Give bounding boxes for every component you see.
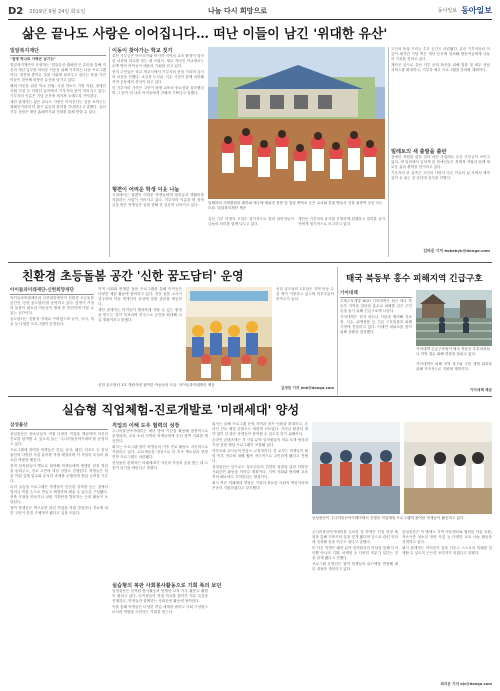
story3-photo [416,290,492,346]
story4-photo [312,422,492,514]
col-divider-2 [388,47,389,257]
story2-org-rule [10,294,94,295]
main-subhead-2: 형편이 어려운 학생 이웃 나눔 [112,187,180,193]
masthead [8,4,492,20]
main-org-label: 밀알복지재단 [10,48,39,54]
story4-col-5: 삼성물산은 이 밖에도 지역 아동센터와 협력한 학습 지원, 저소득층 청소년 장학 사업 등 다양한 교육 나눔 활동을 전개하고 있다. 회사 관계자는 아이들이 꿈을 키우고 스스로의 미래를 설계할 수 있도록 든든한 조력자가 되겠다고 말했다. [402,530,492,555]
main-col-1: "설명 하나로 사랑은 남기는" 밀알복지재단이 운영하는 '밀알유산 캠페인'은 유언을 통해 자신의 재산 일부를 어려운 이웃을 위해 기부하는 나눔 프로그램이다. 생전에 쌓아온 것을 사회에 돌려주고 싶다는 뜻을 가진 이들이 참여해 따뜻한 유산을 남기고 있다. 해외 아동을 위한 학교 건립, 국내 저소득 가정 지원, 장애인 자립 사업 등 다양한 분야에서 기부자의 뜻이 이어지고 있다. 기부자의 이름은 기념 공간에 새겨져 오래도록 기억된다. 재단 관계자는 삶은 끝나도 사랑은 이어진다는 것을 보여주는 캠페인이라며 더 많은 분들의 참여를 기대한다고 말했다. 유산 기부 상담은 재단 홈페이지와 전화를 통해 받을 수 있다. [10,57,106,114]
story3-col-2: 기아대책은 피해 지역 복구와 주민 생계 회복을 위해 지속적으로 지원할 계획이다. [416,362,492,371]
paper-logo [438,5,492,16]
main-subhead-3: 밀레토의 새 출발을 출판 [391,149,447,155]
main-photo-caption: 밀레하의 사세환원을 헤하와 매주에 세워진 몸봉 및 밀알 축탁코 등은 교서와 본을 받들사 건을 위하여 곳곳 크는 모습. 밀알복지재단 제공 [208,201,383,210]
story4-subhead-1: 직업의 이해 도우 협력의 성장 [112,423,180,429]
main-headline: 삶은 끝나도 사랑은 이어집니다… 떠난 이들이 남긴 '위대한 유산' [22,27,388,42]
story4-org-label: 삼성불산 [10,423,28,428]
story2-col-1: 아이들과미래재단과 신한희망재단이 친환경 초등돌봄 공간인 '신한 꿈도담터'를 운영하고 있다. 맞벌이 가정과 돌봄이 필요한 아동들이 방과 후 안전하게 머물 수 있는 공간이다. 꿈도담터는 친환경 자재로 꾸며졌으며 놀이, 독서, 학습 등 다양한 프로그램이 운영된다. [10,296,94,326]
story3-headline: 태국 북동부 홍수 피해지역 긴급구호 [346,274,483,284]
emblem-icon: 동아일보 [437,8,458,14]
story3-col-1: 국제구호개발 NGO 기아대책은 최근 태국 북동부 지역을 강타한 홍수로 피해를 입은 주민들을 돕기 위해 긴급구호에 나섰다. 기아대책은 현지 파트너 기관과 협력해 식료품, 식수, 위생용품 등 긴급 구호물품을 피해 가정에 전달하고 있다. 이재민 대피소를 찾아 피해 상황을 점검했다. [340,299,412,334]
section-title: 나눔 다시 희망으로 [208,7,267,15]
story2-photo [186,287,272,381]
story4-col-4: 주니어물산아카데미를 수료한 한 학생은 건설 현장 체험을 통해 건축가의 꿈을 갖게 됐다며 앞으로 관련 학과에 진학해 꿈을 이루고 싶다고 말했다. 또 다른 학생은 패션 분야 임직원과의 만남을 통해 디자인뿐 아니라 기획, 마케팅 등 다양한 직무가 있다는 것을 알게 됐다고 전했다. 프로그램 운영진은 참여 학생들의 피드백을 반영해 매년 내용을 개선하고 있다. [312,530,398,571]
lead-quote: "설명 하나로 사랑은 남기는" [10,57,56,61]
story4-subhead-2: 실습형의 복판 사회봉사활동으로 기회 폭의 보던 [112,583,222,589]
main-col-2: 유산 기부금은 아프리카와 아시아 지역의 교육 환경이 열악한 마을에 학교를 짓는 데 쓰였다. 새로 지어진 학교에서는 수백 명의 아이들이 배움의 기회를 얻고 있다. 현지 주민들은 학교 개교식에서 기부자의 뜻을 기리며 감사의 마음을 전했다. 교실과 도서관, 식수 시설이 함께 마련돼 지역 공동체의 중심이 되고 있다. 한 기부자의 가족은 고인이 평생 교육의 중요성을 강조했다며 그 뜻이 먼 나라 아이들에게 전해져 기쁘다고 말했다. [112,54,204,95]
story4-byline: 최지은 기자 ejc@donga.com [440,682,492,686]
story3-org-label: 기아대책 [340,291,358,296]
main-story-photo [208,47,385,199]
issue-date: 2019년 9월 24일 화요일 [29,9,86,15]
story2-photo-caption: 신한 꿈도담터 1호 개원식에 참여한 아동들의 모습. 아이들과미래재단 제공 [98,383,215,387]
main-col-3: 유산 기부 약정자 모임도 정기적으로 열려 참여자들이 나눔의 의미를 함께 나누고 있다. [208,217,294,226]
story4-col-3: 회사는 올해 프로그램 운영 지역과 참가 인원을 확대하고, 온라인 진로 체험 콘텐츠도 새롭게 선보였다. 거리나 환경의 제약 없이 더 많은 학생들이 참여할 수 있도록 하기 위해서다. 온라인 콘텐츠에는 각 사업 분야 임직원들의 직무 소개 영상과 가상 현장 체험 프로그램이 포함돼 있다. 학부모와 교사들의 반응도 긍정적이다. 한 교사는 학생들이 체험 이후 진로에 대해 훨씬 적극적으로 고민하게 됐다고 전했다. 삼성물산은 앞으로도 청소년들의 건강한 성장을 위한 다양한 사회공헌 활동을 이어갈 계획이다. 지역 사회와 협력해 교육 격차 해소에도 기여한다는 방침이다. 회사 측은 미래세대 양성은 기업의 중요한 사회적 책임이라며 꾸준히 지원하겠다고 강조했다. [212,422,308,490]
section-rule-1 [8,262,492,263]
col-divider-1 [109,47,110,257]
story3-photo-caption: 기아대책 긴급구호팀이 태국 북동부 우본라차타니 지역 침수 피해 현장을 살피고 있다. [416,347,490,356]
story4-org-rule [10,429,108,430]
main-col-5b: 장애인 자립을 위한 일터 마련 사업에도 유산 기부금이 쓰이고 있다. 새 일터에서 일하게 된 장애인들은 경제적 자립과 함께 새로운 삶의 출발을 맞이하고 있다. 기부자의 한 유족은 고인의 사랑이 다른 이들의 삶 속에서 계속 살아 숨 쉬는 것 같다며 감사를 전했다. [391,155,490,180]
story4-col-1: 삼성물산은 청소년들이 직접 다양한 직업을 체험하며 자신의 진로를 탐색할 수 있도록 돕는 '주니어물산아카데미'를 운영하고 있다. 프로그램에 참여한 학생들은 건설, 상사, 패션, 리조트 등 삼성물산의 다양한 사업 분야를 직접 체험하며 각 직업의 특성과 필요한 역량을 배운다. 현직 임직원들이 멘토로 참여해 학생들에게 생생한 현장 경험을 들려주고, 진로 고민에 대한 상담도 진행한다. 학생들은 팀을 이뤄 실제 업무와 유사한 과제를 수행하며 협업 능력을 기른다. 특히 실습형 프로그램은 학생들이 단순한 강의를 듣는 것에서 벗어나 직접 손으로 만들고 체험하며 배울 수 있도록 구성됐다. 건축 모형을 만들거나 상품 기획안을 발표하는 등의 활동이 포함된다. 참여 학생들은 책으로만 알던 직업을 직접 경험하니 진로에 대한 고민이 한결 구체적이 됐다고 입을 모았다. [10,432,108,515]
section-rule-2 [8,396,492,397]
org-rule [10,55,106,56]
main-subhead-1: 이동이 찾아가는 학교 짓기 [112,48,173,54]
main-col-5: 고인의 뜻을 기리는 추모 공간도 마련됐다. 유산 기부자들의 이름이 새겨진 기념 벽은 재단 본부에 설치돼 방문객들에게 나눔의 가치를 전하고 있다. 재단은 앞으로 유산 기부 문화 확산을 위해 법률 및 세무 상담 서비스를 확대하고, 기부자 예우 프로그램을 강화할 계획이다. [391,47,490,72]
paper-name: 동아일보 [461,5,492,15]
story4-photo-caption: 삼성물산이 주니어물산아카데미에서 진행한 직업체험 프로그램에 참여한 학생들이 활동하고 있다. [312,516,465,520]
story3-org-rule [340,297,412,298]
story2-headline: 친환경 초등돌봄 공간 '신한 꿈도담터' 운영 [22,269,244,283]
story2-byline: 김정민 기자 jmk@donga.com [280,386,334,390]
story4-headline: 실습형 직업체험-진로개발로 '미래세대' 양성 [62,403,300,417]
page-number: D2 [8,6,24,17]
story2-col-4: 신한 꿈도담터 1호점은 지역 아동 수십 명이 이용하고 있으며 학부모들의 만족도가 높다. [276,287,334,301]
main-col-2b: 국내에서는 형편이 어려운 학생들에게 장학금과 생활비를 지원하는 사업이 이어지고 있다. 기부자의 이름을 딴 장학금을 받은 학생들은 꿈을 향해 한 걸음씩 나아가고 있다. [112,193,204,207]
story3-byline: 기아대책 제공 [469,388,492,392]
story4-col-2b: 삼성물산은 임직원 봉사활동과 연계한 교육 기부 활동도 활발히 펼치고 있다. 임직원들이 직접 학교를 찾아가 직무 특강을 진행하고, 학생들과 함께하는 사회공헌 활동에 참여한다. 이를 통해 학생들은 다양한 직업 세계를 접하고 사회 구성원으로서의 역할을 고민하는 기회를 얻는다. [112,589,208,614]
story2-col-2: 지역 사회와 연계한 돌봄 프로그램을 통해 아이들은 다양한 체험 활동에 참여하고 있다. 전문 돌봄 교사가 상주하며 아동 개개인의 특성에 맞춘 관리를 제공한다. 재단 관계자는 아이들이 행복하게 자랄 수 있는 환경을 만드는 것이 목표라며 전국으로 공간을 확대해 나갈 계획이라고 밝혔다. [98,287,182,322]
story4-col-2: 주니어물산아카데미는 매년 방학 기간을 활용해 집중적으로 운영되며, 교육 소외 지역의 학생들에게 우선 참여 기회를 제공한다. 회사는 프로그램 참가 학생들의 이후 진로 활동도 지속적으로 지원하고 있다. 수료생들을 대상으로 한 후속 멘토링과 현장 견학 프로그램도 마련됐다. 삼성물산 관계자는 미래세대가 자신의 적성과 꿈을 찾는 데 도움이 되기를 바란다고 말했다. [112,429,208,470]
main-byline: 김바윤 기자 bokebyh@donga.com [423,248,490,253]
story2-org-label: 아이들과미래재단-신한희망재단 [10,288,75,293]
main-col-4: 재단은 기부자의 유지를 투명하게 집행하고 결과를 유가족에게 정기적으로 보고하고 있다. [298,217,385,226]
col-divider-3 [337,267,338,395]
